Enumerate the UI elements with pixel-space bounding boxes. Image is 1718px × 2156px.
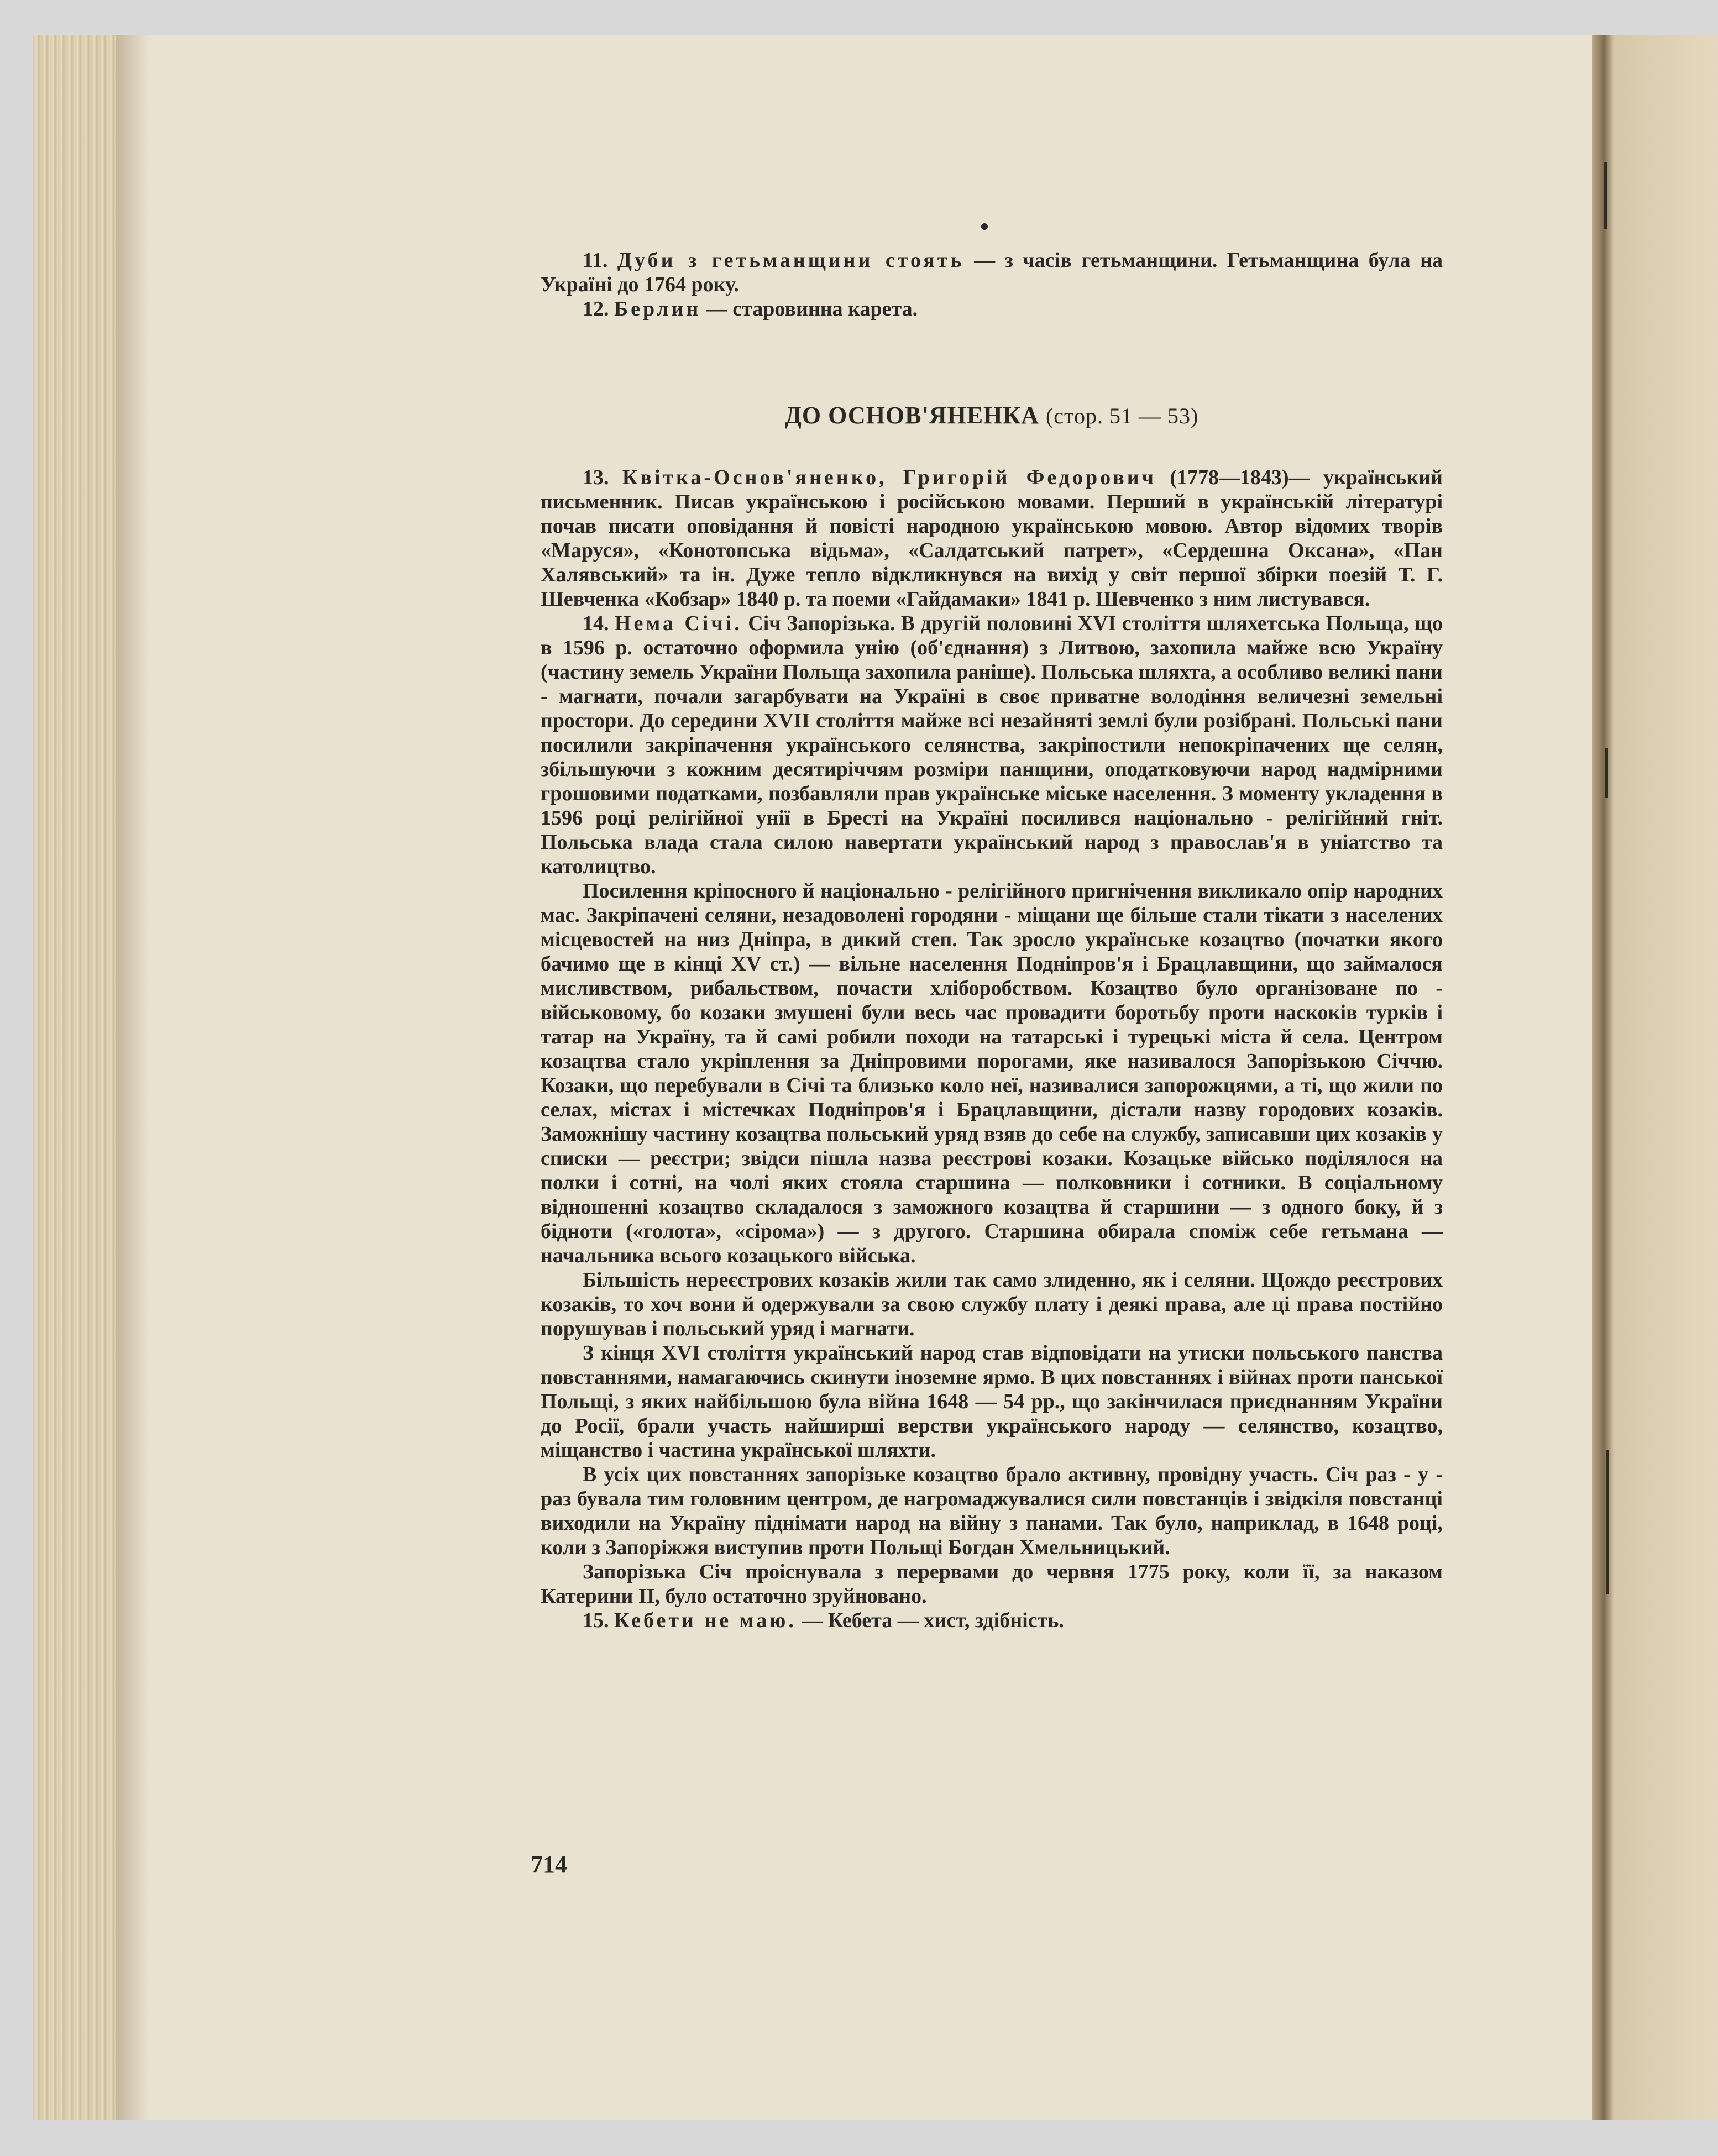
- note-13: [541, 465, 1443, 611]
- note-term: Квітка-Основ'яненко, Григорій Федорович: [622, 466, 1157, 489]
- note-11: [541, 248, 1443, 297]
- note-number: 13.: [583, 466, 609, 489]
- page: [33, 35, 1718, 2120]
- notes-main: [541, 465, 1443, 1633]
- note-text: Січ Запорізька. В другій половині XVI століття шляхетська Польща, що в 1596 р. остаточно оформила унію (об'єднання) з Литвою, захопила майже всю Україну (частину земель України Польща захопила раніше). Польська шляхта, а особливо великі пани - магнати, почали загарбувати на Україні в своє приватне володіння величезні земельні простори. До середини XVII століття майже всі незайняті землі були розібрані. Польські пани посилили закріпачення українського селянства, закріпостили непокріпачених ще селян, збільшуючи з кожним десятиріччям розміри панщини, оподатковуючи народ надмірними грошовими податками, позбавляли прав українське міське населення. З моменту укладення в 1596 році релігійної унії в Бресті на Україні посилився національно - релігійний гніт. Польська влада стала силою навертати український народ з православ'я в уніатство та католицтво.: [541, 612, 1443, 878]
- note-text: (1778—1843)— український письменник. Писав українською і російською мовами. Перший в українській літературі почав писати оповідання й повісті народною українською мовою. Автор відомих творів «Маруся», «Конотопська відьма», «Салдатський патрет», «Сердешна Оксана», «Пан Халявський» та ін. Дуже тепло відкликнувся на вихід у світ першої збірки поезій Т. Г. Шевченка «Кобзар» 1840 р. та поеми «Гайдамаки» 1841 р. Шевченко з ним листувався.: [541, 466, 1443, 611]
- paragraph: Посилення кріпосного й національно - релігійного пригнічення викликало опір народних мас. Закріпачені селяни, незадоволені городяни - міщани ще більше стали тікати з населених місцевостей на низ Дніпра, в дикий степ. Так зросло українське козацтво (початки якого бачимо ще в кінці XV ст.) — вільне населення Подніпров'я і Брацлавщини, що займалося мисливством, рибальством, почасти хліборобством. Козацтво було організоване по - військовому, бо козаки змушені були весь час провадити боротьбу проти наскоків турків і татар на Україну, та й самі робили походи на татарські і турецькі міста й села. Центром козацтва стало укріплення за Дніпровими порогами, яке називалося Запорізькою Січчю. Козаки, що перебували в Січі та близько коло неї, називалися запорожцями, а ті, що жили по селах, містах і містечках Подніпров'я і Брацлавщини, дістали назву городових козаків. Заможнішу частину козацтва польський уряд взяв до себе на службу, записавши цих козаків у списки — реєстри; звідси пішла назва реєстрові козаки. Козацьке військо поділялося на полки і сотні, на чолі яких стояла старшина — полковники і сотники. В соціальному відношенні козацтво складалося з заможного козацтва й старшини — з одного боку, й з бідноти («голота», «сірома») — з другого. Старшина обирала споміж себе гетьмана — начальника всього козацького війська.: [541, 879, 1443, 1267]
- note-text: — Кебета — хист, здібність.: [802, 1609, 1064, 1632]
- note-number: 15.: [583, 1609, 609, 1632]
- note-number: 11.: [583, 249, 608, 272]
- note-number: 12.: [583, 297, 609, 321]
- paragraph: Запорізька Січ проіснувала з перервами до червня 1775 року, коли її, за наказом Катерини II, було остаточно зруйновано.: [541, 1560, 1443, 1608]
- paragraph: Більшість нереєстрових козаків жили так само злиденно, як і селяни. Щождо реєстрових козаків, то хоч вони й одержували за свою службу плату і деякі права, але ці права постійно порушував і польський уряд і магнати.: [541, 1268, 1443, 1340]
- paragraph: З кінця XVI століття український народ став відповідати на утиски польського панства повстаннями, намагаючись скинути іноземне ярмо. В цих повстаннях і війнах проти панської Польщі, з яких найбільшою була війна 1648 — 54 рр., що закінчилася приєднанням України до Росії, брали участь найширші верстви українського народу — селянство, козацтво, міщанство і частина української шляхти.: [541, 1341, 1443, 1462]
- note-term: Кебети не маю.: [614, 1609, 797, 1632]
- note-term: Дуби з гетьманщини стоять: [617, 249, 965, 272]
- note-text: — старовинна карета.: [706, 297, 918, 321]
- print-dot: [981, 223, 988, 230]
- heading-title: ДО ОСНОВ'ЯНЕНКА: [784, 402, 1039, 429]
- paragraph: В усіх цих повстаннях запорізьке козацтво брало активну, провідну участь. Січ раз - у - раз бувала тим головним центром, де нагромаджувалися сили повстанців і звідкіля повстанці виходили на Україну піднімати народ на війну з панами. Так було, наприклад, в 1648 році, коли з Запоріжжя виступив проти Польщі Богдан Хмельницький.: [541, 1463, 1443, 1559]
- note-text: — з часів гетьманщини. Гетьманщина була на Україні до 1764 року.: [541, 249, 1443, 296]
- note-term: Нема Січі.: [614, 612, 742, 635]
- note-number: 14.: [583, 612, 609, 635]
- note-15: [541, 1608, 1443, 1633]
- note-14: [541, 611, 1443, 879]
- section-heading: [541, 400, 1443, 432]
- book-scan: [33, 35, 1718, 2120]
- note-term: Берлин: [614, 297, 701, 321]
- heading-page-ref: (стор. 51 — 53): [1045, 403, 1199, 428]
- note-12: [541, 297, 1443, 321]
- notes-top: [541, 248, 1443, 321]
- page-number: 714: [531, 1851, 567, 1878]
